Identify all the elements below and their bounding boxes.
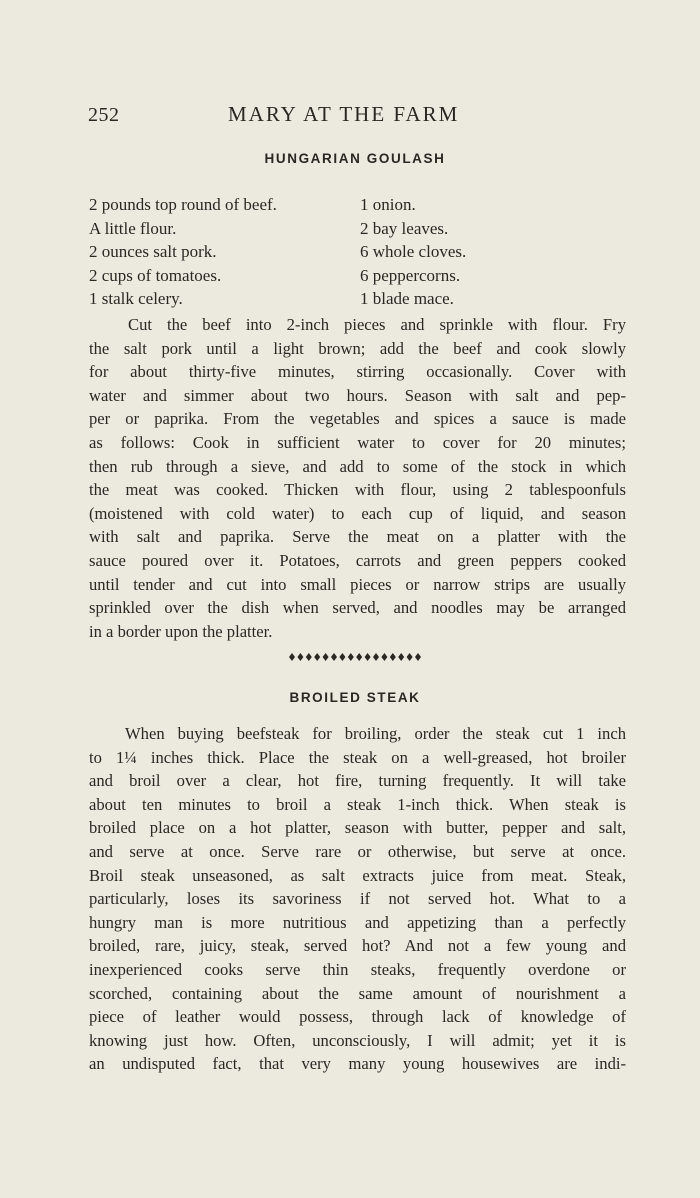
- text-line: until tender and cut into small pieces or narrow strips are usually: [89, 574, 626, 594]
- text-line: broiled place on a hot platter, season with butter, pepper and salt,: [89, 818, 626, 838]
- text-line: hungry man is more nutritious and appetizing than a perfectly: [89, 912, 626, 932]
- ornament-diamond: [398, 653, 404, 661]
- goulash-instructions: [89, 313, 626, 643]
- text-line: particularly, loses its savoriness if not served hot. What to a: [89, 889, 626, 909]
- text-line: and broil over a clear, hot fire, turning frequently. It will take: [89, 771, 626, 791]
- ornament-diamond: [339, 653, 345, 661]
- text-line: water and simmer about two hours. Season with salt and pep-: [89, 385, 626, 405]
- ingredient-item: 2 pounds top round of beef.: [89, 195, 277, 214]
- ornamental-divider: [288, 651, 422, 663]
- running-head: [88, 100, 628, 130]
- text-line: sauce poured over it. Potatoes, carrots and green peppers cooked: [89, 550, 626, 570]
- text-line: Broil steak unseasoned, as salt extracts juice from meat. Steak,: [89, 865, 626, 885]
- text-line: (moistened with cold water) to each cup of liquid, and season: [89, 503, 626, 523]
- recipe-heading-goulash: HUNGARIAN GOULASH: [264, 151, 446, 166]
- text-line: to 1¼ inches thick. Place the steak on a well-greased, hot broiler: [89, 747, 626, 767]
- text-line: with salt and paprika. Serve the meat on a platter with the: [89, 527, 626, 547]
- ornament-diamond: [365, 653, 371, 661]
- text-line: scorched, containing about the same amount of nourishment a: [89, 983, 626, 1003]
- text-line: and serve at once. Serve rare or otherwise, but serve at once.: [89, 841, 626, 861]
- text-line: in a border upon the platter.: [89, 621, 273, 641]
- ornament-diamond: [381, 653, 387, 661]
- ornament-diamond: [314, 653, 320, 661]
- ornament-diamond: [390, 653, 396, 661]
- ornament-diamond: [297, 653, 303, 661]
- ingredient-item: 6 peppercorns.: [360, 265, 461, 285]
- ingredient-item: 2 cups of tomatoes.: [89, 265, 222, 285]
- text-line: then rub through a sieve, and add to some of the stock in which: [89, 456, 626, 476]
- text-line: for about thirty-five minutes, stirring occasionally. Cover with: [89, 362, 626, 382]
- text-line: inexperienced cooks serve thin steaks, frequently overdone or: [89, 959, 626, 979]
- ornament-diamond: [323, 653, 329, 661]
- ornament-diamond: [306, 653, 312, 661]
- ingredient-item: 2 ounces salt pork.: [89, 242, 217, 261]
- ingredient-item: 6 whole cloves.: [360, 242, 467, 261]
- recipe-heading-broiled-steak: BROILED STEAK: [289, 690, 421, 705]
- text-line: piece of leather would possess, through lack of knowledge of: [89, 1007, 626, 1027]
- ornament-diamond: [348, 653, 354, 661]
- text-line: as follows: Cook in sufficient water to cover for 20 minutes;: [89, 432, 626, 452]
- text-line: about ten minutes to broil a steak 1-inch thick. When steak is: [89, 794, 626, 814]
- text-line: sprinkled over the dish when served, and noodles may be arranged: [89, 598, 626, 618]
- ingredients-right-column: [360, 193, 466, 311]
- ingredient-item: 1 blade mace.: [360, 289, 454, 308]
- ornament-diamond: [356, 653, 362, 661]
- text-line: per or paprika. From the vegetables and spices a sauce is made: [89, 409, 626, 429]
- text-line: an undisputed fact, that very many young housewives are indi-: [89, 1054, 626, 1074]
- ornament-diamond: [415, 653, 421, 661]
- book-title: MARY AT THE FARM: [228, 102, 460, 126]
- ingredients-left-column: [89, 193, 277, 311]
- text-line: the salt pork until a light brown; add the beef and cook slowly: [89, 338, 626, 358]
- ingredient-item: 1 stalk celery.: [89, 289, 183, 308]
- ingredient-item: 2 bay leaves.: [360, 218, 449, 238]
- text-line: knowing just how. Often, unconsciously, I will admit; yet it is: [89, 1030, 626, 1050]
- text-line: the meat was cooked. Thicken with flour, using 2 tablespoonfuls: [89, 480, 626, 500]
- ornament-diamond: [373, 653, 379, 661]
- text-line: When buying beefsteak for broiling, order the steak cut 1 inch: [125, 724, 626, 743]
- ingredient-item: A little flour.: [89, 218, 177, 238]
- ornament-diamond: [407, 653, 413, 661]
- ornament-diamond: [331, 653, 337, 661]
- text-line: Cut the beef into 2-inch pieces and sprinkle with flour. Fry: [128, 315, 626, 334]
- text-line: broiled, rare, juicy, steak, served hot? And not a few young and: [89, 936, 626, 956]
- ornament-diamond: [289, 653, 295, 661]
- page-number: 252: [88, 104, 120, 126]
- broiled-steak-instructions: [89, 722, 626, 1076]
- ingredient-item: 1 onion.: [360, 195, 416, 214]
